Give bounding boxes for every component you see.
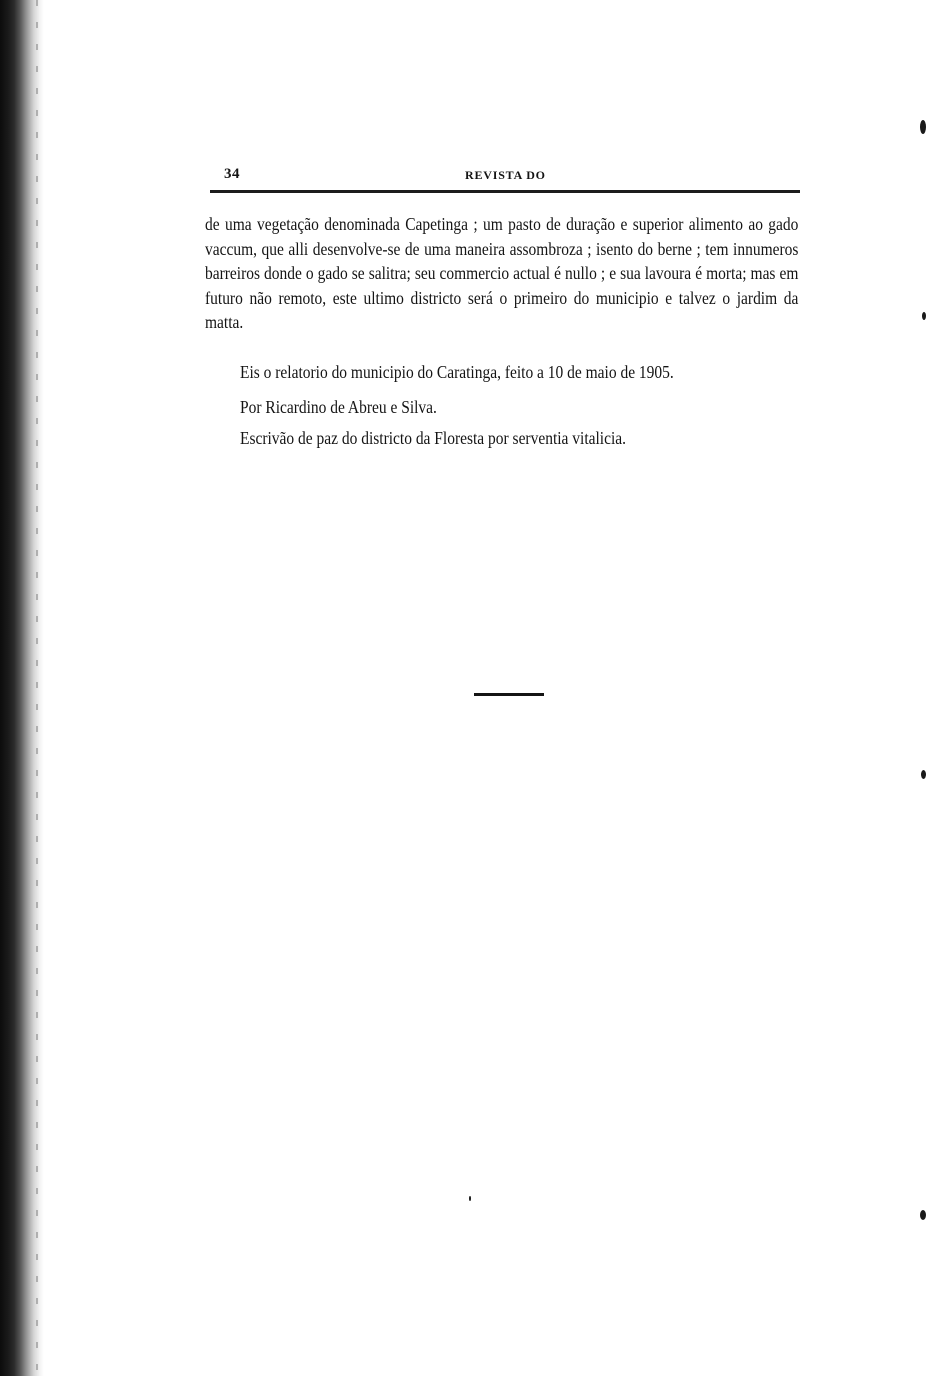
page-header bbox=[224, 166, 798, 190]
report-date-line: Eis o relatorio do municipio do Caratinga, feito a 10 de maio de 1905. bbox=[240, 362, 674, 382]
page-number: 34 bbox=[224, 166, 240, 182]
paragraph-text: de uma vegetação denominada Capetinga ; um pasto de duração e superior alimento ao gado vaccum, que alli desenvolve-se de uma maneira assombroza ; isento do berne ; tem innumeros barreiros donde o gado se salitra; seu commercio actual é nullo ; e sua lavoura é morta; mas em futuro não remoto, este ultimo districto será o primeiro do municipio e talvez o jardim da matta. bbox=[205, 214, 799, 332]
author-signature-line: Por Ricardino de Abreu e Silva. bbox=[240, 397, 437, 417]
closing-rule bbox=[474, 693, 544, 696]
ink-speck bbox=[921, 770, 926, 779]
author-title-line: Escrivão de paz do districto da Floresta por serventia vitalicia. bbox=[240, 428, 627, 448]
ink-speck bbox=[922, 312, 926, 320]
body-paragraph bbox=[205, 212, 798, 335]
ink-speck bbox=[920, 120, 926, 134]
running-head: REVISTA DO bbox=[465, 168, 546, 182]
header-rule bbox=[210, 190, 800, 193]
ink-speck bbox=[920, 1210, 926, 1220]
ink-speck bbox=[469, 1196, 471, 1201]
binding-edge-streak bbox=[36, 0, 38, 1376]
